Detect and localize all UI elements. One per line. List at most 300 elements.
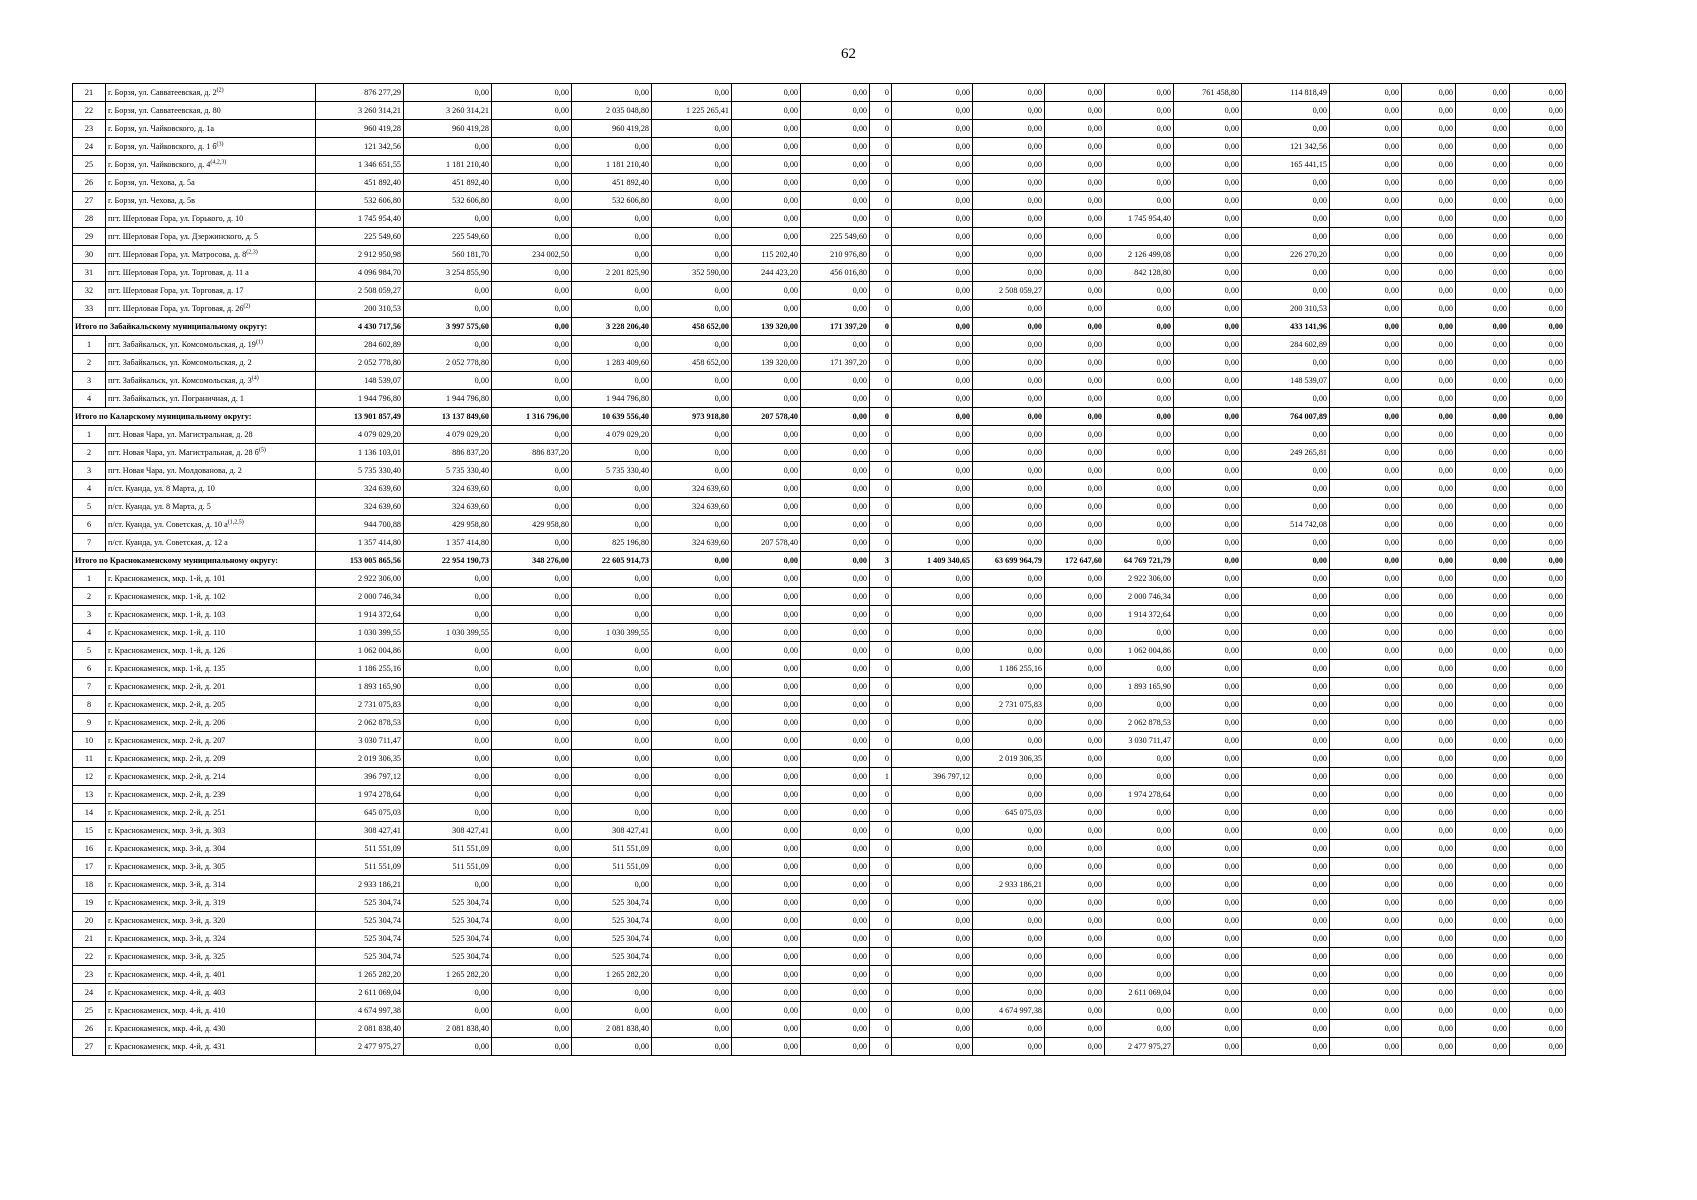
value-cell: 2 933 186,21 — [973, 876, 1045, 894]
row-number: 3 — [73, 462, 106, 480]
value-cell: 511 551,09 — [316, 840, 404, 858]
value-cell: 0,00 — [492, 678, 572, 696]
value-cell: 0,00 — [1510, 660, 1566, 678]
address-cell — [106, 822, 316, 840]
value-cell: 0 — [870, 822, 892, 840]
value-cell: 0 — [870, 948, 892, 966]
value-cell: 0,00 — [1045, 210, 1105, 228]
value-cell: 0,00 — [1510, 228, 1566, 246]
value-cell: 0,00 — [1242, 390, 1330, 408]
value-cell: 0,00 — [892, 1020, 973, 1038]
address-text: п/ст. Куанда, ул. Советская, д. 10 а — [108, 519, 228, 529]
row-number: 2 — [73, 444, 106, 462]
value-cell: 0,00 — [1045, 228, 1105, 246]
value-cell: 0,00 — [801, 480, 870, 498]
address-text: г. Борзя, ул. Чайковского, д. 1 б — [108, 141, 217, 151]
value-cell: 0,00 — [732, 840, 801, 858]
value-cell: 0,00 — [1242, 696, 1330, 714]
value-cell: 0,00 — [1510, 246, 1566, 264]
value-cell: 0,00 — [1330, 318, 1402, 336]
table-row — [73, 624, 1566, 642]
value-cell: 0,00 — [1174, 732, 1242, 750]
value-cell: 0,00 — [1045, 426, 1105, 444]
value-cell: 0,00 — [732, 768, 801, 786]
value-cell: 0,00 — [732, 84, 801, 102]
value-cell: 0,00 — [1242, 102, 1330, 120]
value-cell: 0,00 — [1045, 696, 1105, 714]
value-cell: 0,00 — [1045, 318, 1105, 336]
value-cell: 0,00 — [892, 732, 973, 750]
value-cell: 0,00 — [801, 1038, 870, 1056]
value-cell: 0,00 — [732, 822, 801, 840]
value-cell: 0,00 — [652, 246, 732, 264]
value-cell: 0,00 — [1045, 102, 1105, 120]
value-cell: 0,00 — [1174, 840, 1242, 858]
value-cell: 0 — [870, 894, 892, 912]
value-cell: 225 549,60 — [801, 228, 870, 246]
value-cell: 0 — [870, 624, 892, 642]
value-cell: 0 — [870, 1020, 892, 1038]
value-cell: 0,00 — [732, 462, 801, 480]
value-cell: 0 — [870, 84, 892, 102]
value-cell: 0,00 — [1510, 624, 1566, 642]
value-cell: 0,00 — [1045, 732, 1105, 750]
value-cell: 0,00 — [973, 606, 1045, 624]
value-cell: 0,00 — [1105, 426, 1174, 444]
value-cell: 0,00 — [801, 408, 870, 426]
value-cell: 0,00 — [1510, 102, 1566, 120]
value-cell: 0,00 — [1510, 588, 1566, 606]
value-cell: 0,00 — [652, 714, 732, 732]
value-cell: 0,00 — [404, 336, 492, 354]
value-cell: 0,00 — [801, 588, 870, 606]
value-cell: 0,00 — [404, 588, 492, 606]
address-cell — [106, 1020, 316, 1038]
value-cell: 0,00 — [572, 300, 652, 318]
address-text: г. Краснокаменск, мкр. 2-й, д. 205 — [108, 699, 226, 709]
value-cell: 0,00 — [1330, 768, 1402, 786]
value-cell: 0 — [870, 372, 892, 390]
value-cell: 0,00 — [1456, 264, 1510, 282]
value-cell: 0,00 — [732, 804, 801, 822]
value-cell: 0,00 — [973, 768, 1045, 786]
value-cell: 0,00 — [1105, 624, 1174, 642]
value-cell: 0,00 — [1456, 138, 1510, 156]
value-cell: 0 — [870, 174, 892, 192]
value-cell: 0,00 — [492, 966, 572, 984]
value-cell: 0,00 — [1510, 390, 1566, 408]
value-cell: 0,00 — [492, 102, 572, 120]
value-cell: 451 892,40 — [316, 174, 404, 192]
value-cell: 0,00 — [1045, 858, 1105, 876]
value-cell: 0,00 — [892, 570, 973, 588]
table-row — [73, 264, 1566, 282]
table-row — [73, 498, 1566, 516]
value-cell: 284 602,89 — [316, 336, 404, 354]
value-cell: 0 — [870, 1002, 892, 1020]
value-cell: 0,00 — [1045, 1020, 1105, 1038]
value-cell: 0,00 — [1174, 534, 1242, 552]
value-cell: 0,00 — [492, 174, 572, 192]
value-cell: 0,00 — [1242, 120, 1330, 138]
value-cell: 0,00 — [492, 912, 572, 930]
value-cell: 0,00 — [492, 750, 572, 768]
value-cell: 0 — [870, 642, 892, 660]
value-cell: 0,00 — [1330, 1038, 1402, 1056]
address-text: г. Краснокаменск, мкр. 3-й, д. 325 — [108, 951, 226, 961]
value-cell: 0,00 — [1045, 534, 1105, 552]
address-text: г. Краснокаменск, мкр. 2-й, д. 209 — [108, 753, 226, 763]
value-cell: 0,00 — [1174, 1038, 1242, 1056]
footnote-ref: (1) — [255, 338, 263, 345]
value-cell: 0,00 — [973, 624, 1045, 642]
value-cell: 148 539,07 — [316, 372, 404, 390]
value-cell: 0 — [870, 246, 892, 264]
row-number: 19 — [73, 894, 106, 912]
value-cell: 0,00 — [1510, 714, 1566, 732]
value-cell: 0,00 — [1045, 372, 1105, 390]
value-cell: 0,00 — [1402, 858, 1456, 876]
value-cell: 0,00 — [973, 480, 1045, 498]
row-number: 27 — [73, 192, 106, 210]
value-cell: 0,00 — [572, 444, 652, 462]
row-number: 25 — [73, 156, 106, 174]
value-cell: 0,00 — [1045, 390, 1105, 408]
value-cell: 511 551,09 — [572, 840, 652, 858]
value-cell: 0,00 — [892, 210, 973, 228]
value-cell: 4 674 997,38 — [973, 1002, 1045, 1020]
value-cell: 0,00 — [973, 210, 1045, 228]
value-cell: 10 639 556,40 — [572, 408, 652, 426]
value-cell: 532 606,80 — [572, 192, 652, 210]
row-number: 7 — [73, 534, 106, 552]
value-cell: 2 922 306,00 — [316, 570, 404, 588]
value-cell: 0,00 — [1402, 750, 1456, 768]
row-number: 8 — [73, 696, 106, 714]
value-cell: 0,00 — [652, 570, 732, 588]
value-cell: 0,00 — [1174, 660, 1242, 678]
address-text: пгт. Шерловая Гора, ул. Торговая, д. 17 — [108, 285, 244, 295]
value-cell: 433 141,96 — [1242, 318, 1330, 336]
value-cell: 0,00 — [652, 984, 732, 1002]
value-cell: 0,00 — [1456, 876, 1510, 894]
value-cell: 0,00 — [892, 588, 973, 606]
value-cell: 0,00 — [1456, 426, 1510, 444]
value-cell: 0,00 — [1330, 534, 1402, 552]
value-cell: 0,00 — [492, 894, 572, 912]
value-cell: 1 357 414,80 — [316, 534, 404, 552]
value-cell: 0,00 — [973, 444, 1045, 462]
value-cell: 0,00 — [652, 786, 732, 804]
value-cell: 0,00 — [1330, 840, 1402, 858]
value-cell: 0,00 — [1456, 642, 1510, 660]
value-cell: 0,00 — [1174, 408, 1242, 426]
value-cell: 0,00 — [1330, 858, 1402, 876]
value-cell: 0,00 — [1174, 390, 1242, 408]
value-cell: 0,00 — [973, 138, 1045, 156]
value-cell: 0,00 — [1174, 516, 1242, 534]
value-cell: 0,00 — [1330, 786, 1402, 804]
value-cell: 0,00 — [892, 750, 973, 768]
value-cell: 0,00 — [1510, 750, 1566, 768]
address-cell — [106, 246, 316, 264]
value-cell: 0,00 — [1402, 84, 1456, 102]
table-row — [73, 480, 1566, 498]
value-cell: 0,00 — [892, 300, 973, 318]
footnote-ref: (4,2,3) — [210, 158, 227, 165]
address-cell — [106, 354, 316, 372]
value-cell: 1 409 340,65 — [892, 552, 973, 570]
row-number: 2 — [73, 588, 106, 606]
table-row — [73, 1020, 1566, 1038]
value-cell: 0,00 — [1174, 804, 1242, 822]
value-cell: 0,00 — [1402, 408, 1456, 426]
value-cell: 0,00 — [892, 1038, 973, 1056]
value-cell: 0,00 — [404, 678, 492, 696]
value-cell: 0,00 — [973, 120, 1045, 138]
address-text: г. Краснокаменск, мкр. 2-й, д. 214 — [108, 771, 226, 781]
value-cell: 0,00 — [1105, 804, 1174, 822]
value-cell: 0,00 — [973, 246, 1045, 264]
value-cell: 0,00 — [404, 732, 492, 750]
value-cell: 1 062 004,86 — [1105, 642, 1174, 660]
value-cell: 0,00 — [1105, 462, 1174, 480]
value-cell: 4 096 984,70 — [316, 264, 404, 282]
table-row — [73, 1002, 1566, 1020]
value-cell: 0,00 — [1456, 966, 1510, 984]
value-cell: 525 304,74 — [404, 912, 492, 930]
value-cell: 308 427,41 — [572, 822, 652, 840]
value-cell: 0,00 — [492, 822, 572, 840]
address-text: г. Краснокаменск, мкр. 1-й, д. 110 — [108, 627, 226, 637]
value-cell: 0,00 — [1045, 840, 1105, 858]
value-cell: 0,00 — [892, 282, 973, 300]
value-cell: 0,00 — [404, 606, 492, 624]
row-number: 12 — [73, 768, 106, 786]
table-row — [73, 174, 1566, 192]
value-cell: 525 304,74 — [572, 948, 652, 966]
value-cell: 2 912 950,98 — [316, 246, 404, 264]
value-cell: 0,00 — [492, 480, 572, 498]
value-cell: 842 128,80 — [1105, 264, 1174, 282]
value-cell: 0,00 — [1330, 876, 1402, 894]
value-cell: 3 — [870, 552, 892, 570]
value-cell: 0 — [870, 498, 892, 516]
row-number: 16 — [73, 840, 106, 858]
value-cell: 0,00 — [801, 498, 870, 516]
value-cell: 0,00 — [1402, 570, 1456, 588]
value-cell: 0,00 — [1242, 480, 1330, 498]
value-cell: 0,00 — [1045, 354, 1105, 372]
value-cell: 3 030 711,47 — [316, 732, 404, 750]
value-cell: 0,00 — [1045, 174, 1105, 192]
value-cell: 0,00 — [801, 138, 870, 156]
value-cell: 1 186 255,16 — [973, 660, 1045, 678]
value-cell: 0 — [870, 606, 892, 624]
value-cell: 4 079 029,20 — [404, 426, 492, 444]
value-cell: 973 918,80 — [652, 408, 732, 426]
value-cell: 0,00 — [1242, 462, 1330, 480]
value-cell: 0,00 — [1402, 822, 1456, 840]
value-cell: 0,00 — [973, 264, 1045, 282]
value-cell: 0,00 — [1174, 570, 1242, 588]
value-cell: 0,00 — [1510, 822, 1566, 840]
value-cell: 0,00 — [973, 894, 1045, 912]
value-cell: 0 — [870, 588, 892, 606]
value-cell: 0,00 — [973, 966, 1045, 984]
value-cell: 0,00 — [1174, 1002, 1242, 1020]
value-cell: 0,00 — [572, 84, 652, 102]
value-cell: 525 304,74 — [316, 894, 404, 912]
table-row — [73, 534, 1566, 552]
value-cell: 0,00 — [652, 228, 732, 246]
value-cell: 153 005 865,56 — [316, 552, 404, 570]
value-cell: 451 892,40 — [404, 174, 492, 192]
value-cell: 0,00 — [1402, 714, 1456, 732]
value-cell: 0,00 — [1510, 804, 1566, 822]
address-text: г. Краснокаменск, мкр. 1-й, д. 135 — [108, 663, 226, 673]
value-cell: 0,00 — [892, 966, 973, 984]
value-cell: 0,00 — [1510, 894, 1566, 912]
value-cell: 0,00 — [1456, 570, 1510, 588]
value-cell: 0,00 — [492, 1020, 572, 1038]
value-cell: 0,00 — [1330, 552, 1402, 570]
value-cell: 0 — [870, 444, 892, 462]
value-cell: 0,00 — [1242, 930, 1330, 948]
value-cell: 0,00 — [1456, 894, 1510, 912]
value-cell: 200 310,53 — [1242, 300, 1330, 318]
footnote-ref: (1,2,5) — [227, 518, 244, 525]
row-number: 26 — [73, 1020, 106, 1038]
value-cell: 0,00 — [892, 120, 973, 138]
value-cell: 1 — [870, 768, 892, 786]
value-cell: 0,00 — [892, 498, 973, 516]
value-cell: 0,00 — [572, 804, 652, 822]
row-number: 6 — [73, 516, 106, 534]
value-cell: 0,00 — [892, 1002, 973, 1020]
value-cell: 1 030 399,55 — [404, 624, 492, 642]
value-cell: 0,00 — [572, 588, 652, 606]
value-cell: 0,00 — [1105, 948, 1174, 966]
value-cell: 0,00 — [1045, 462, 1105, 480]
address-cell — [106, 966, 316, 984]
address-text: г. Борзя, ул. Чайковского, д. 1а — [108, 123, 214, 133]
value-cell: 0,00 — [1510, 930, 1566, 948]
value-cell: 0,00 — [801, 732, 870, 750]
value-cell: 0,00 — [1402, 354, 1456, 372]
value-cell: 2 000 746,34 — [316, 588, 404, 606]
row-number: 10 — [73, 732, 106, 750]
value-cell: 0,00 — [732, 300, 801, 318]
value-cell: 0,00 — [1510, 1020, 1566, 1038]
value-cell: 2 731 075,83 — [316, 696, 404, 714]
address-text: г. Краснокаменск, мкр. 3-й, д. 314 — [108, 879, 226, 889]
value-cell: 0,00 — [732, 480, 801, 498]
value-cell: 511 551,09 — [316, 858, 404, 876]
value-cell: 0,00 — [1105, 912, 1174, 930]
value-cell: 0,00 — [1174, 462, 1242, 480]
value-cell: 0,00 — [973, 858, 1045, 876]
value-cell: 0,00 — [1402, 102, 1456, 120]
value-cell: 944 700,88 — [316, 516, 404, 534]
value-cell: 0,00 — [1510, 948, 1566, 966]
subtotal-row — [73, 408, 1566, 426]
value-cell: 0,00 — [892, 264, 973, 282]
value-cell: 0 — [870, 876, 892, 894]
value-cell: 0 — [870, 264, 892, 282]
value-cell: 0,00 — [1242, 786, 1330, 804]
value-cell: 0,00 — [973, 948, 1045, 966]
address-text: пгт. Шерловая Гора, ул. Дзержинского, д. 5 — [108, 231, 259, 241]
row-number: 14 — [73, 804, 106, 822]
value-cell: 0,00 — [1242, 1002, 1330, 1020]
value-cell: 13 137 849,60 — [404, 408, 492, 426]
value-cell: 0,00 — [1402, 192, 1456, 210]
value-cell: 525 304,74 — [404, 948, 492, 966]
table-row — [73, 138, 1566, 156]
value-cell: 0,00 — [572, 282, 652, 300]
value-cell: 0,00 — [892, 822, 973, 840]
table-row — [73, 84, 1566, 102]
value-cell: 0,00 — [652, 1020, 732, 1038]
value-cell: 0,00 — [973, 930, 1045, 948]
value-cell: 0,00 — [732, 786, 801, 804]
address-text: г. Краснокаменск, мкр. 2-й, д. 206 — [108, 717, 226, 727]
value-cell: 0,00 — [572, 606, 652, 624]
value-cell: 0,00 — [1510, 840, 1566, 858]
value-cell: 0,00 — [1402, 498, 1456, 516]
value-cell: 2 019 306,35 — [973, 750, 1045, 768]
table-row — [73, 282, 1566, 300]
value-cell: 0,00 — [1045, 588, 1105, 606]
value-cell: 0 — [870, 534, 892, 552]
value-cell: 0,00 — [1402, 606, 1456, 624]
value-cell: 0,00 — [732, 966, 801, 984]
value-cell: 0,00 — [404, 660, 492, 678]
value-cell: 0,00 — [1242, 768, 1330, 786]
address-text: пгт. Шерловая Гора, ул. Матросова, д. 8 — [108, 249, 247, 259]
value-cell: 225 549,60 — [316, 228, 404, 246]
value-cell: 0,00 — [1242, 984, 1330, 1002]
value-cell: 0,00 — [572, 228, 652, 246]
row-number: 5 — [73, 642, 106, 660]
value-cell: 139 320,00 — [732, 318, 801, 336]
value-cell: 0,00 — [492, 714, 572, 732]
value-cell: 64 769 721,79 — [1105, 552, 1174, 570]
value-cell: 0,00 — [404, 786, 492, 804]
value-cell: 2 062 878,53 — [316, 714, 404, 732]
row-number: 11 — [73, 750, 106, 768]
value-cell: 5 735 330,40 — [572, 462, 652, 480]
value-cell: 2 731 075,83 — [973, 696, 1045, 714]
value-cell: 0,00 — [732, 912, 801, 930]
value-cell: 0,00 — [801, 516, 870, 534]
value-cell: 0,00 — [1510, 570, 1566, 588]
value-cell: 0,00 — [1174, 786, 1242, 804]
table-row — [73, 444, 1566, 462]
value-cell: 0,00 — [1456, 984, 1510, 1002]
value-cell: 0,00 — [1510, 1002, 1566, 1020]
address-text: г. Краснокаменск, мкр. 3-й, д. 304 — [108, 843, 226, 853]
value-cell: 0,00 — [652, 390, 732, 408]
value-cell: 0 — [870, 660, 892, 678]
value-cell: 0,00 — [1456, 246, 1510, 264]
value-cell: 0,00 — [1330, 372, 1402, 390]
value-cell: 0,00 — [973, 570, 1045, 588]
value-cell: 0,00 — [1510, 174, 1566, 192]
value-cell: 0,00 — [732, 588, 801, 606]
value-cell: 0,00 — [1242, 534, 1330, 552]
